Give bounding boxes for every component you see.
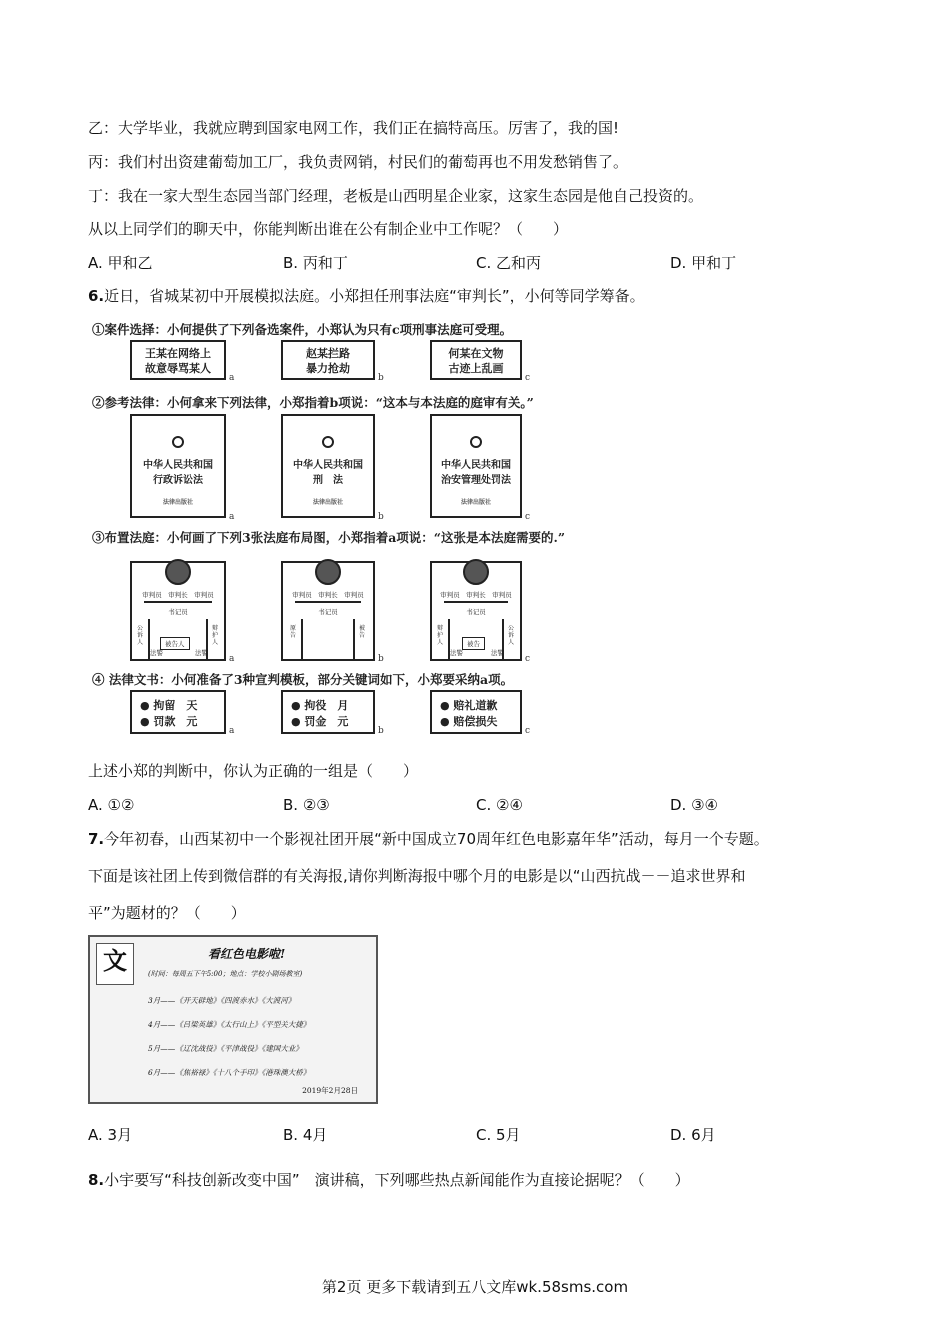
left-table — [301, 619, 303, 659]
court-tag-c: c — [525, 654, 531, 664]
doc-tag-c: c — [525, 726, 531, 736]
q6-option-c[interactable]: C. ②④ — [476, 796, 523, 814]
bailiff-row — [132, 648, 224, 657]
question-7-line1 — [88, 829, 769, 849]
right-table — [353, 619, 355, 659]
statement-ding: 丁：我在一家大型生态园当部门经理，老板是山西明星企业家，这家生态园是他自己投资的。 — [88, 187, 704, 205]
national-emblem-icon — [470, 436, 482, 448]
verdict-template-b — [281, 690, 375, 734]
court-layout-b — [281, 561, 375, 661]
q5-option-b[interactable]: B. 丙和丁 — [283, 254, 348, 272]
law-book-c — [430, 414, 522, 518]
verdict-template-c — [430, 690, 522, 734]
question-6-stem — [88, 286, 645, 306]
poster-time-place: (时间：每周五下午5:00；地点：学校小剧场教室) — [148, 970, 303, 978]
right-party-label: 辩护人 — [212, 625, 219, 646]
template-line-1: ● 拘役 月 — [291, 699, 349, 712]
book-tag-a: a — [229, 512, 235, 522]
page-footer: 第2页 更多下载请到五八文库wk.58sms.com — [321, 1278, 629, 1296]
template-line-2: ● 罚款 元 — [140, 715, 198, 728]
step-case-selection: ①案件选择：小何提供了下列备选案件，小郑认为只有c项刑事法庭可受理。 — [92, 322, 513, 337]
left-party-label: 辩护人 — [437, 625, 444, 646]
question-8-stem — [88, 1170, 690, 1190]
q7-option-c[interactable]: C. 5月 — [476, 1126, 521, 1144]
bailiff-right: 法警 — [195, 649, 208, 657]
judges-row: 审判员 审判长 审判员 — [292, 591, 364, 599]
q6-option-a[interactable]: A. ①② — [88, 796, 135, 814]
right-party-label: 公诉人 — [508, 625, 515, 646]
bailiff-left: 法警 — [150, 649, 163, 657]
publisher-label: 法律出版社 — [312, 499, 343, 506]
q6-option-d[interactable]: D. ③④ — [670, 796, 718, 814]
question-number: 7. — [88, 830, 105, 848]
court-layout-c — [430, 561, 522, 661]
judges-row: 审判员 审判长 审判员 — [440, 591, 512, 599]
template-line-1: ● 拘留 天 — [140, 699, 198, 712]
clerk-label: 书记员 — [466, 608, 486, 616]
poster-row-april: 4月——《吕梁英雄》《太行山上》《平型关大捷》 — [148, 1020, 311, 1029]
q7-option-a[interactable]: A. 3月 — [88, 1126, 133, 1144]
template-line-2: ● 罚金 元 — [291, 715, 349, 728]
club-logo-icon: 文 — [96, 943, 134, 985]
law-book-b-title: 中华人民共和国 刑 法 — [293, 460, 363, 486]
step-court-layout: ③布置法庭：小何画了下列3张法庭布局图，小郑指着a项说：“这张是本法庭需要的.” — [92, 530, 566, 545]
bailiff-left: 法警 — [450, 649, 463, 657]
question-7-line3: 平”为题材的？（ ） — [88, 904, 246, 922]
step-reference-law: ②参考法律：小何拿来下列法律，小郑指着b项说：“这本与本法庭的庭审有关。” — [92, 395, 534, 410]
question-5-prompt: 从以上同学们的聊天中，你能判断出谁在公有制企业中工作呢？（ ） — [88, 220, 569, 238]
book-tag-b: b — [378, 512, 384, 522]
q5-option-d[interactable]: D. 甲和丁 — [670, 254, 737, 272]
poster-date: 2019年2月28日 — [302, 1086, 358, 1095]
question-6-prompt: 上述小郑的判断中，你认为正确的一组是（ ） — [88, 762, 419, 780]
question-7-line2: 下面是该社团上传到微信群的有关海报,请你判断海报中哪个月的电影是以“山西抗战－－追求世界和 — [88, 867, 746, 885]
bailiff-right: 法警 — [491, 649, 504, 657]
statement-bing: 丙：我们村出资建葡萄加工厂，我负责网销，村民们的葡萄再也不用发愁销售了。 — [88, 153, 629, 171]
court-tag-a: a — [229, 654, 235, 664]
court-layout-a — [130, 561, 226, 661]
question-text: 近日，省城某初中开展模拟法庭。小郑担任刑事法庭“审判长”，小何等同学筹备。 — [104, 287, 645, 305]
poster-row-march: 3月——《开天辟地》《四渡赤水》《大渡河》 — [148, 996, 296, 1005]
case-tag-a: a — [229, 373, 235, 383]
national-emblem-icon — [165, 559, 191, 585]
q7-option-d[interactable]: D. 6月 — [670, 1126, 716, 1144]
poster-row-may: 5月——《辽沈战役》《平津战役》《建国大业》 — [148, 1044, 303, 1053]
publisher-label: 法律出版社 — [460, 499, 491, 506]
q5-option-c[interactable]: C. 乙和丙 — [476, 254, 542, 272]
law-book-a — [130, 414, 226, 518]
dock-label: 被告人 — [160, 637, 190, 650]
case-tag-c: c — [525, 373, 531, 383]
national-emblem-icon — [315, 559, 341, 585]
clerk-label: 书记员 — [318, 608, 338, 616]
judges-bench — [144, 601, 212, 603]
judges-bench — [295, 601, 361, 603]
step-legal-documents: ④ 法律文书：小何准备了3种宣判模板，部分关键词如下，小郑要采纳a项。 — [92, 672, 514, 687]
left-party-label: 公诉人 — [137, 625, 144, 646]
bailiff-row — [432, 648, 520, 657]
q6-option-b[interactable]: B. ②③ — [283, 796, 330, 814]
question-text: 今年初春，山西某初中一个影视社团开展“新中国成立70周年红色电影嘉年华”活动，每月一个专题。 — [104, 830, 769, 848]
case-tag-b: b — [378, 373, 384, 383]
template-line-2: ● 赔偿损失 — [440, 715, 498, 728]
poster-row-june: 6月——《焦裕禄》《十八个手印》《港珠澳大桥》 — [148, 1068, 311, 1077]
case-card-b: 赵某拦路 暴力抢劫 — [281, 340, 375, 380]
mock-court-figure — [88, 318, 566, 740]
court-emblem-icon — [463, 559, 489, 585]
statement-yi: 乙：大学毕业，我就应聘到国家电网工作，我们正在搞特高压。厉害了，我的国! — [88, 119, 620, 137]
law-book-c-title: 中华人民共和国 治安管理处罚法 — [441, 460, 511, 486]
verdict-template-a — [130, 690, 226, 734]
judges-row: 审判员 审判长 审判员 — [142, 591, 214, 599]
doc-tag-b: b — [378, 726, 384, 736]
question-text: 小宇要写“科技创新改变中国” 演讲稿，下列哪些热点新闻能作为直接论据呢？（ ） — [104, 1171, 690, 1189]
court-tag-b: b — [378, 654, 384, 664]
national-emblem-icon — [322, 436, 334, 448]
national-emblem-icon — [172, 436, 184, 448]
clerk-label: 书记员 — [168, 608, 188, 616]
case-card-a: 王某在网络上 故意辱骂某人 — [130, 340, 226, 380]
question-number: 8. — [88, 1171, 105, 1189]
left-party-label: 原告 — [290, 625, 297, 639]
doc-tag-a: a — [229, 726, 235, 736]
red-movie-poster — [88, 935, 378, 1104]
poster-title: 看红色电影啦! — [208, 947, 286, 961]
case-card-c: 何某在文物 古迹上乱画 — [430, 340, 522, 380]
dock-label: 被告 — [462, 637, 485, 650]
q5-option-a[interactable]: A. 甲和乙 — [88, 254, 153, 272]
law-book-b — [281, 414, 375, 518]
question-number: 6. — [88, 287, 105, 305]
template-line-1: ● 赔礼道歉 — [440, 699, 498, 712]
publisher-label: 法律出版社 — [162, 499, 193, 506]
judges-bench — [444, 601, 508, 603]
book-tag-c: c — [525, 512, 531, 522]
right-party-label: 被告 — [359, 625, 366, 639]
q7-option-b[interactable]: B. 4月 — [283, 1126, 328, 1144]
law-book-a-title: 中华人民共和国 行政诉讼法 — [143, 460, 213, 486]
